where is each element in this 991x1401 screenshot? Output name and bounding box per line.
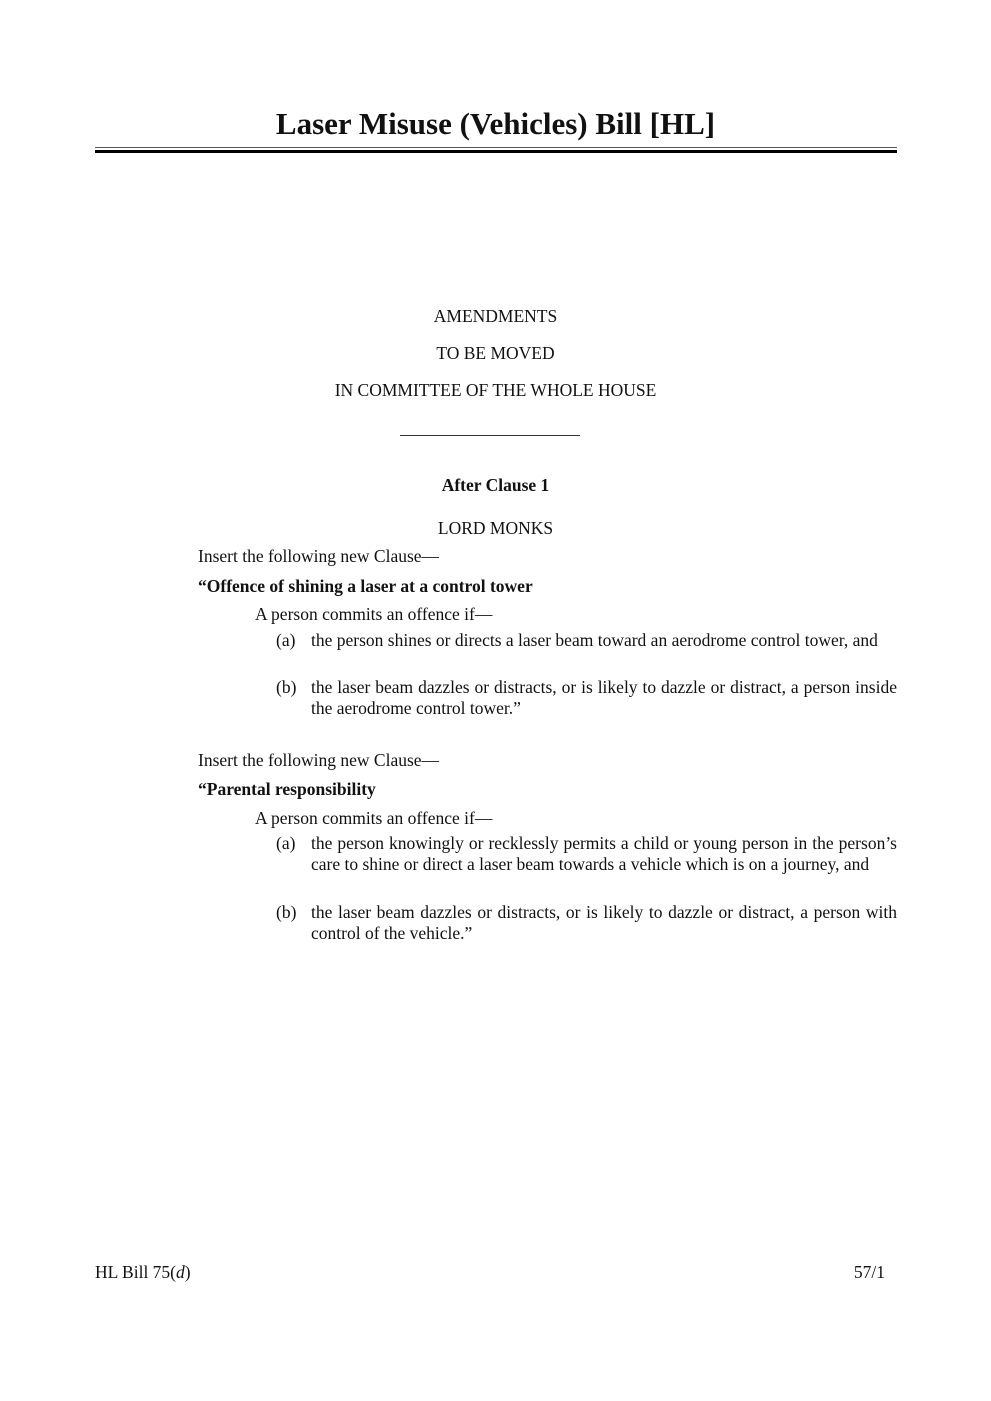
item-label: (a) <box>276 630 296 650</box>
heading-committee: IN COMMITTEE OF THE WHOLE HOUSE <box>334 380 657 400</box>
divider <box>400 435 580 436</box>
item-text: the laser beam dazzles or distracts, or is likely to dazzle or distract, a person with control of the vehicle.” <box>311 902 897 943</box>
amendment-1-clause-title: “Offence of shining a laser at a control tower <box>198 576 533 596</box>
bill-ref-prefix: HL Bill 75( <box>95 1262 177 1282</box>
bill-ref-suffix: ) <box>184 1262 191 1282</box>
item-label: (b) <box>276 902 297 922</box>
bill-ref-letter: d <box>176 1262 185 1282</box>
amendment-2-intro: Insert the following new Clause— <box>198 750 440 770</box>
amendment-1-item-a <box>276 630 897 651</box>
amendment-2-clause-title: “Parental responsibility <box>198 779 376 799</box>
heading-to-be-moved: TO BE MOVED <box>436 343 555 363</box>
amendment-2-lead: A person commits an offence if— <box>255 808 493 828</box>
document-title: Laser Misuse (Vehicles) Bill [HL] <box>275 106 716 141</box>
mover-name: LORD MONKS <box>437 518 554 538</box>
item-text: the person shines or directs a laser beam toward an aerodrome control tower, and <box>311 630 878 650</box>
bill-reference <box>95 1262 191 1283</box>
section-heading: After Clause 1 <box>441 475 550 495</box>
amendment-1-item-b <box>276 677 897 719</box>
amendment-2-item-a <box>276 833 897 875</box>
item-text: the person knowingly or recklessly permits a child or young person in the person’s care to shine or direct a laser beam towards a vehicle which is on a journey, and <box>311 833 897 874</box>
amendment-1-intro: Insert the following new Clause— <box>198 546 440 566</box>
amendment-2-item-b <box>276 902 897 944</box>
item-text: the laser beam dazzles or distracts, or is likely to dazzle or distract, a person inside the aerodrome control tower.” <box>311 677 897 718</box>
page-reference: 57/1 <box>853 1262 885 1282</box>
title-rule-thin <box>95 147 897 148</box>
amendment-1-lead: A person commits an offence if— <box>255 604 493 624</box>
item-label: (b) <box>276 677 297 697</box>
item-label: (a) <box>276 833 296 853</box>
heading-amendments: AMENDMENTS <box>433 306 558 326</box>
title-rule-thick <box>95 150 897 153</box>
